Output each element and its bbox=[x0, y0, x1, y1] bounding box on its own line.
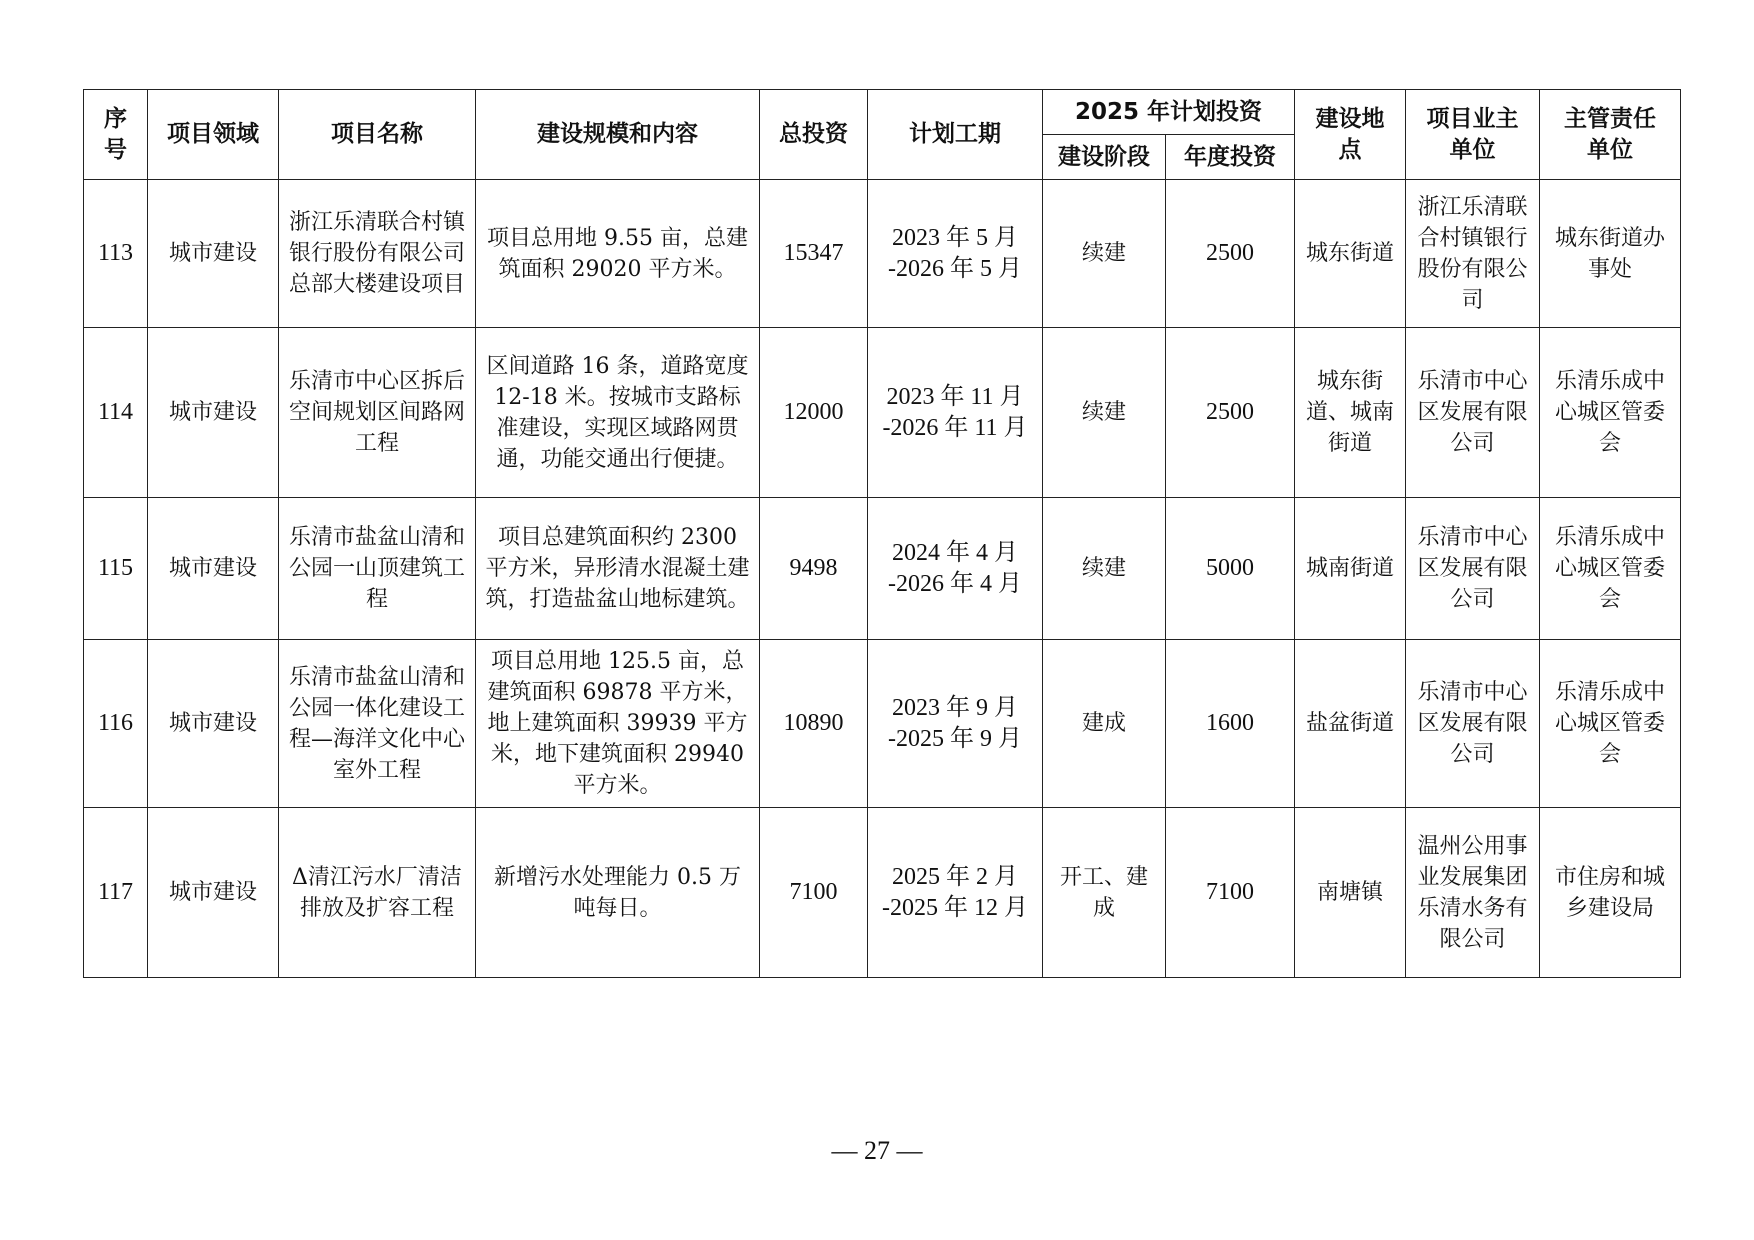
cell-location: 盐盆街道 bbox=[1295, 640, 1406, 808]
cell-period: 2025 年 2 月 -2025 年 12 月 bbox=[868, 808, 1043, 978]
cell-owner: 乐清市中心区发展有限公司 bbox=[1406, 640, 1540, 808]
header-period: 计划工期 bbox=[868, 90, 1043, 180]
cell-seq: 116 bbox=[84, 640, 148, 808]
table-row bbox=[84, 498, 1681, 640]
table-row bbox=[84, 640, 1681, 808]
cell-seq: 115 bbox=[84, 498, 148, 640]
header-owner: 项目业主 单位 bbox=[1406, 90, 1540, 180]
cell-field: 城市建设 bbox=[148, 180, 279, 328]
cell-total: 12000 bbox=[760, 328, 868, 498]
cell-annual: 7100 bbox=[1166, 808, 1295, 978]
cell-stage: 续建 bbox=[1043, 498, 1166, 640]
cell-annual: 2500 bbox=[1166, 180, 1295, 328]
header-stage: 建设阶段 bbox=[1043, 135, 1166, 180]
header-location: 建设地 点 bbox=[1295, 90, 1406, 180]
cell-stage: 建成 bbox=[1043, 640, 1166, 808]
cell-name: 乐清市盐盆山清和公园一体化建设工程—海洋文化中心室外工程 bbox=[279, 640, 476, 808]
cell-location: 城南街道 bbox=[1295, 498, 1406, 640]
table-row bbox=[84, 328, 1681, 498]
cell-period: 2023 年 11 月 -2026 年 11 月 bbox=[868, 328, 1043, 498]
cell-location: 城东街道 bbox=[1295, 180, 1406, 328]
cell-name: 乐清市盐盆山清和公园一山顶建筑工程 bbox=[279, 498, 476, 640]
header-supervisor: 主管责任 单位 bbox=[1540, 90, 1681, 180]
page-number: — 27 — bbox=[831, 1136, 923, 1165]
cell-scope: 区间道路 16 条，道路宽度 12-18 米。按城市支路标准建设，实现区域路网贯通，功能交通出行便捷。 bbox=[476, 328, 760, 498]
cell-field: 城市建设 bbox=[148, 808, 279, 978]
cell-total: 10890 bbox=[760, 640, 868, 808]
cell-owner: 浙江乐清联合村镇银行股份有限公司 bbox=[1406, 180, 1540, 328]
cell-annual: 5000 bbox=[1166, 498, 1295, 640]
cell-location: 南塘镇 bbox=[1295, 808, 1406, 978]
header-field: 项目领域 bbox=[148, 90, 279, 180]
cell-location: 城东街道、城南街道 bbox=[1295, 328, 1406, 498]
cell-scope: 项目总用地 9.55 亩，总建筑面积 29020 平方米。 bbox=[476, 180, 760, 328]
cell-annual: 2500 bbox=[1166, 328, 1295, 498]
cell-supervisor: 乐清乐成中心城区管委会 bbox=[1540, 498, 1681, 640]
cell-supervisor: 市住房和城乡建设局 bbox=[1540, 808, 1681, 978]
cell-total: 15347 bbox=[760, 180, 868, 328]
cell-stage: 开工、建成 bbox=[1043, 808, 1166, 978]
cell-total: 7100 bbox=[760, 808, 868, 978]
cell-scope: 项目总用地 125.5 亩，总建筑面积 69878 平方米，地上建筑面积 39939 平方米，地下建筑面积 29940 平方米。 bbox=[476, 640, 760, 808]
cell-name: Δ清江污水厂清洁排放及扩容工程 bbox=[279, 808, 476, 978]
cell-field: 城市建设 bbox=[148, 640, 279, 808]
cell-stage: 续建 bbox=[1043, 328, 1166, 498]
cell-seq: 117 bbox=[84, 808, 148, 978]
header-seq: 序 号 bbox=[84, 90, 148, 180]
cell-stage: 续建 bbox=[1043, 180, 1166, 328]
header-plan-group: 2025 年计划投资 bbox=[1043, 90, 1295, 135]
cell-name: 乐清市中心区拆后空间规划区间路网工程 bbox=[279, 328, 476, 498]
cell-period: 2023 年 5 月 -2026 年 5 月 bbox=[868, 180, 1043, 328]
cell-field: 城市建设 bbox=[148, 498, 279, 640]
header-scope: 建设规模和内容 bbox=[476, 90, 760, 180]
cell-scope: 新增污水处理能力 0.5 万吨每日。 bbox=[476, 808, 760, 978]
cell-total: 9498 bbox=[760, 498, 868, 640]
cell-period: 2023 年 9 月 -2025 年 9 月 bbox=[868, 640, 1043, 808]
cell-owner: 温州公用事业发展集团乐清水务有限公司 bbox=[1406, 808, 1540, 978]
cell-annual: 1600 bbox=[1166, 640, 1295, 808]
header-annual: 年度投资 bbox=[1166, 135, 1295, 180]
cell-owner: 乐清市中心区发展有限公司 bbox=[1406, 328, 1540, 498]
cell-seq: 113 bbox=[84, 180, 148, 328]
header-name: 项目名称 bbox=[279, 90, 476, 180]
cell-name: 浙江乐清联合村镇银行股份有限公司总部大楼建设项目 bbox=[279, 180, 476, 328]
header-total: 总投资 bbox=[760, 90, 868, 180]
cell-supervisor: 城东街道办事处 bbox=[1540, 180, 1681, 328]
table-row bbox=[84, 808, 1681, 978]
cell-supervisor: 乐清乐成中心城区管委会 bbox=[1540, 328, 1681, 498]
cell-supervisor: 乐清乐成中心城区管委会 bbox=[1540, 640, 1681, 808]
table-row bbox=[84, 180, 1681, 328]
cell-scope: 项目总建筑面积约 2300 平方米，异形清水混凝土建筑，打造盐盆山地标建筑。 bbox=[476, 498, 760, 640]
cell-field: 城市建设 bbox=[148, 328, 279, 498]
cell-seq: 114 bbox=[84, 328, 148, 498]
cell-period: 2024 年 4 月 -2026 年 4 月 bbox=[868, 498, 1043, 640]
project-table bbox=[83, 89, 1681, 978]
cell-owner: 乐清市中心区发展有限公司 bbox=[1406, 498, 1540, 640]
